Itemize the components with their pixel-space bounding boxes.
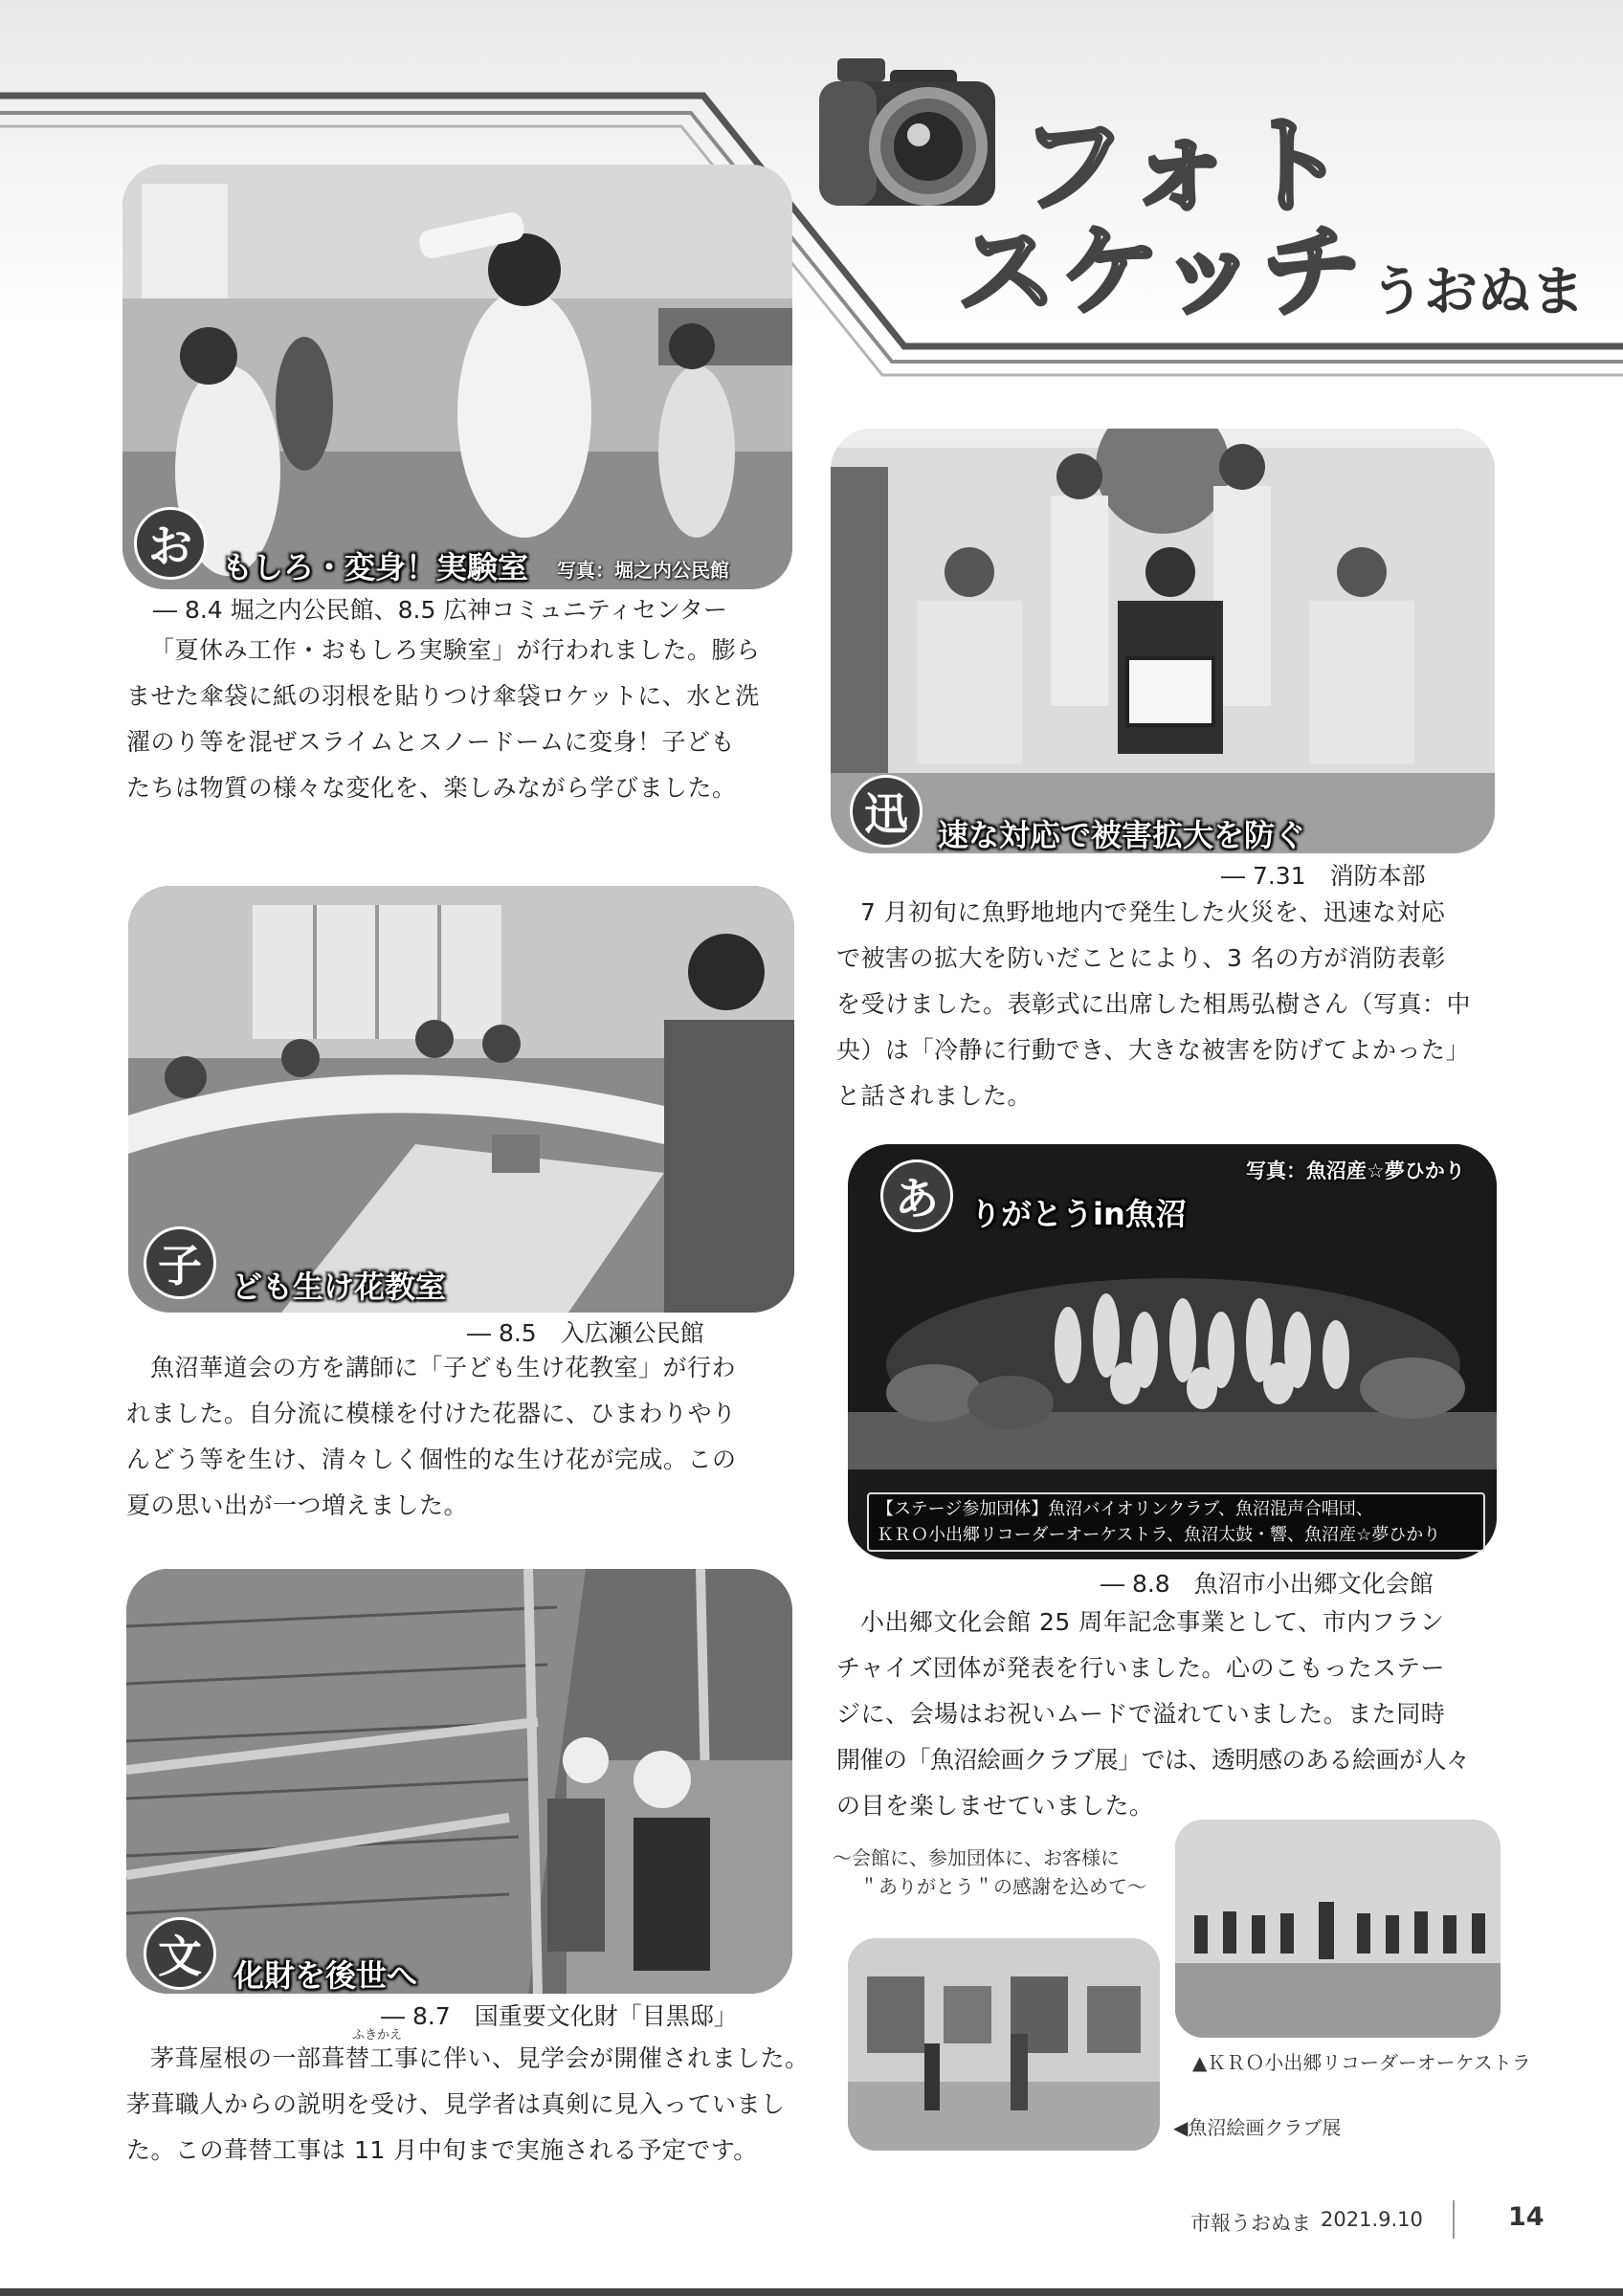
footer-divider xyxy=(1453,2200,1455,2239)
photo-fire-award xyxy=(831,429,1495,853)
article4-line: の目を楽しませていました。 xyxy=(836,1792,1154,1820)
article1-credit: 写真：堀之内公民館 xyxy=(557,559,729,582)
article4-line: 小出郷文化会館 25 周年記念事業として、市内フラン xyxy=(860,1608,1445,1636)
article3-subtitle: ― 8.5 入広瀬公民館 xyxy=(467,1319,704,1347)
footer-publication: 市報うおぬま xyxy=(1190,2212,1311,2235)
photo-flower-class xyxy=(128,886,794,1313)
article4-line: チャイズ団体が発表を行いました。心のこもったステー xyxy=(836,1654,1446,1682)
participants-line: 【ステージ参加団体】魚沼バイオリンクラブ、魚沼混声合唱団、 xyxy=(877,1499,1373,1519)
badge-o: お xyxy=(134,507,207,580)
article4-subtitle: ― 8.8 魚沼市小出郷文化会館 xyxy=(1101,1570,1434,1598)
article3-line: 魚沼華道会の方を講師に「子ども生け花教室」が行わ xyxy=(150,1354,737,1381)
article2-line: 7 月初旬に魚野地地内で発生した火災を、迅速な対応 xyxy=(860,898,1446,926)
article2-line: 央）は「冷静に行動でき、大きな被害を防げてよかった」 xyxy=(836,1036,1471,1064)
article3-line: んどう等を生け、清々しく個性的な生け花が完成。この xyxy=(126,1446,737,1473)
article2-line: を受けました。表彰式に出席した相馬弘樹さん（写真：中 xyxy=(836,990,1472,1018)
article3-line: れました。自分流に模様を付けた花器に、ひまわりやり xyxy=(126,1400,737,1427)
photo-science-lab xyxy=(122,165,792,589)
article5-title: 化財を後世へ xyxy=(233,1957,418,1994)
article3-body xyxy=(126,1345,806,1529)
article3-title: ども生け花教室 xyxy=(232,1269,447,1305)
tagline-line1: ～会館に、参加団体に、お客様に xyxy=(833,1846,1120,1869)
article4-credit: 写真：魚沼産☆夢ひかり xyxy=(1246,1159,1465,1182)
header-title-line2: スケッチ xyxy=(957,213,1366,330)
footer-rule xyxy=(0,2288,1623,2296)
participants-box xyxy=(867,1492,1485,1552)
article2-title: 速な対応で被害拡大を防ぐ xyxy=(938,817,1306,853)
article2-line: と話されました。 xyxy=(836,1082,1033,1110)
caption-painting: ◀魚沼絵画クラブ展 xyxy=(1173,2116,1342,2139)
header-title-line1: フォト xyxy=(1019,104,1353,229)
participants-line: ＫＲＯ小出郷リコーダーオーケストラ、魚沼太鼓・響、魚沼産☆夢ひかり xyxy=(877,1525,1441,1545)
article1-line: 「夏休み工作・おもしろ実験室」が行われました。膨ら xyxy=(150,636,761,664)
header-title-suffix: うおぬま xyxy=(1370,261,1585,323)
article4-line: ジに、会場はお祝いムードで溢れていました。また同時 xyxy=(836,1700,1446,1728)
article5-line: た。この葺替工事は 11 月中旬まで実施される予定です。 xyxy=(126,2136,758,2164)
badge-ko: 子 xyxy=(144,1226,216,1299)
furigana: ふきかえ xyxy=(352,2028,403,2042)
article1-line: 濯のり等を混ぜスライムとスノードームに変身！子ども xyxy=(126,728,736,756)
article2-line: で被害の拡大を防いだことにより、3 名の方が消防表彰 xyxy=(836,944,1446,972)
article5-subtitle: ― 8.7 国重要文化財「目黒邸」 xyxy=(381,2002,738,2030)
article5-line: 茅葺職人からの説明を受け、見学者は真剣に見入っていまし xyxy=(126,2090,786,2118)
tagline-line2: ＂ありがとう＂の感謝を込めて～ xyxy=(859,1875,1146,1898)
footer-date: 2021.9.10 xyxy=(1321,2208,1423,2231)
article2-body xyxy=(836,890,1497,1119)
badge-a: あ xyxy=(880,1159,953,1232)
caption-orchestra: ▲ＫＲＯ小出郷リコーダーオーケストラ xyxy=(1192,2051,1531,2074)
photo-thatched-roof xyxy=(126,1569,792,1994)
article1-line: たちは物質の様々な変化を、楽しみながら学びました。 xyxy=(126,774,737,802)
article4-line: 開催の「魚沼絵画クラブ展」では、透明感のある絵画が人々 xyxy=(836,1746,1470,1774)
article1-body xyxy=(126,628,806,811)
article3-line: 夏の思い出が一つ増えました。 xyxy=(126,1491,469,1519)
photo-recorder-orchestra xyxy=(1175,1820,1501,2038)
camera-icon xyxy=(813,53,1005,215)
badge-bun: 文 xyxy=(144,1917,216,1990)
article4-body xyxy=(836,1600,1506,1829)
article1-subtitle: ― 8.4 堀之内公民館、8.5 広神コミュニティセンター xyxy=(153,596,727,624)
article5-body xyxy=(126,2036,812,2174)
article5-line: 茅葺屋根の一部葺替工事に伴い、見学会が開催されました。 xyxy=(150,2044,810,2072)
article1-line: ませた傘袋に紙の羽根を貼りつけ傘袋ロケットに、水と洗 xyxy=(126,682,760,710)
article4-title: りがとうin魚沼 xyxy=(970,1196,1187,1232)
article2-subtitle: ― 7.31 消防本部 xyxy=(1221,862,1426,890)
photo-painting-exhibition xyxy=(848,1938,1160,2151)
article1-title: もしろ・変身！実験室 xyxy=(222,549,529,585)
badge-jin: 迅 xyxy=(850,775,923,848)
page-number: 14 xyxy=(1508,2202,1545,2232)
